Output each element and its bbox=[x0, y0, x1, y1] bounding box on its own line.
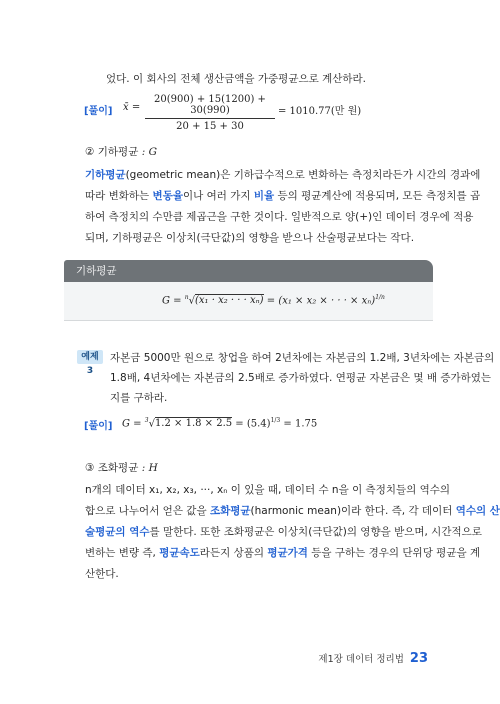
line-text: 따라 변화하는 bbox=[85, 190, 153, 202]
solution-label: [풀이] bbox=[84, 106, 113, 117]
example-solution-formula bbox=[122, 417, 317, 429]
paragraph-line bbox=[85, 167, 480, 182]
paragraph-line bbox=[85, 545, 480, 560]
heading-number: ③ bbox=[85, 462, 95, 474]
term-highlight: 평균가격 bbox=[267, 547, 308, 559]
example-line: 지를 구하라. bbox=[110, 392, 168, 404]
term-highlight: 평균속도 bbox=[159, 547, 200, 559]
formula-box bbox=[64, 282, 433, 321]
example-line: 자본금 5000만 원으로 창업을 하여 2년차에는 자본금의 1.2배, 3년차에는 자본금의 bbox=[110, 352, 495, 364]
paragraph-line: 되며, 기하평균은 이상치(극단값)의 영향을 받으나 산술평균보다는 작다. bbox=[85, 232, 415, 244]
line-text: (geometric mean)은 기하급수적으로 변화하는 측정치라든가 시간의 경과에 bbox=[125, 169, 481, 181]
heading-number: ② bbox=[85, 146, 95, 158]
term-highlight: 변동율 bbox=[152, 190, 183, 202]
line-text: 합으로 나누어서 얻은 값을 bbox=[85, 505, 210, 517]
line-text: 변하는 변량 즉, bbox=[85, 547, 160, 559]
root-index: n bbox=[184, 294, 189, 301]
heading-text: 기하평균 bbox=[97, 146, 139, 158]
term-highlight: 역수의 산 bbox=[455, 505, 500, 517]
section-heading bbox=[85, 144, 157, 159]
line-text: 를 말한다. 또한 조화평균은 이상치(극단값)의 영향을 받으며, 시간적으로 bbox=[149, 526, 482, 538]
page-footer bbox=[318, 651, 428, 666]
formula-power: = (5.4) bbox=[232, 418, 271, 430]
radical-sign: √ bbox=[188, 295, 195, 307]
example-badge: 예제 3 bbox=[77, 350, 103, 364]
radicand: (x₁ · x₂ · · · xₙ) bbox=[194, 295, 264, 307]
formula-lhs: G = bbox=[122, 418, 145, 430]
formula-exponent: 1/n bbox=[375, 294, 385, 301]
term-highlight: 조화평균 bbox=[209, 505, 251, 517]
formula-exponent: 1/3 bbox=[270, 417, 281, 424]
formula-lhs: G = bbox=[162, 295, 185, 307]
paragraph-line: 하여 측정치의 수만큼 제곱근을 구한 것이다. 일반적으로 양(+)인 데이터 경우에 적용 bbox=[85, 211, 474, 223]
text-line: 었다. 이 회사의 전체 생산금액을 가중평균으로 계산하라. bbox=[106, 73, 366, 85]
paragraph-line: n개의 데이터 x₁, x₂, x₃, ···, xₙ 이 있을 때, 데이터 수 n을 이 측정치들의 역수의 bbox=[85, 484, 451, 496]
example-line: 1.8배, 4년차에는 자본금의 2.5배로 증가하였다. 연평균 자본금은 몇 배 증가하였는 bbox=[110, 372, 492, 384]
radical-sign: √ bbox=[148, 418, 155, 430]
chapter-title: 제1장 데이터 정리법 bbox=[318, 654, 404, 665]
geometric-mean-formula bbox=[162, 294, 385, 306]
line-text: 이나 여러 가지 bbox=[182, 190, 254, 202]
formula-result: = 1.75 bbox=[280, 418, 318, 430]
heading-text: 조화평균 bbox=[97, 462, 139, 474]
heading-symbol: : G bbox=[141, 146, 157, 158]
weighted-mean-fraction bbox=[145, 94, 275, 132]
paragraph-line bbox=[85, 503, 500, 518]
paragraph-line bbox=[85, 188, 480, 203]
line-text: 등의 평균계산에 적용되며, 모든 측정치를 곱 bbox=[274, 190, 481, 202]
fraction-numerator: 20(900) + 15(1200) + 30(990) bbox=[145, 94, 275, 119]
mean-symbol: x̄ = bbox=[123, 102, 141, 113]
paragraph-line bbox=[85, 524, 482, 539]
line-text: (harmonic mean)이라 한다. 즉, 각 데이터 bbox=[250, 505, 456, 517]
section-heading bbox=[85, 460, 158, 475]
radicand: 1.2 × 1.8 × 2.5 bbox=[154, 418, 233, 430]
fraction-denominator: 20 + 15 + 30 bbox=[176, 121, 244, 132]
term-highlight: 술평균의 역수 bbox=[85, 526, 150, 538]
paragraph-line: 산한다. bbox=[85, 568, 119, 580]
solution-result: = 1010.77(만 원) bbox=[278, 106, 362, 117]
formula-product: = (x₁ × x₂ × · · · × xₙ) bbox=[263, 295, 376, 307]
term-highlight: 기하평균 bbox=[85, 169, 126, 181]
term-highlight: 비율 bbox=[253, 190, 275, 202]
line-text: 등을 구하는 경우의 단위당 평균을 계 bbox=[307, 547, 481, 559]
page-number: 23 bbox=[409, 651, 428, 666]
solution-label: [풀이] bbox=[84, 421, 113, 432]
root-index: 3 bbox=[144, 417, 149, 424]
formula-box-header: 기하평균 bbox=[64, 260, 433, 282]
heading-symbol: : H bbox=[141, 462, 158, 474]
line-text: 라든지 상품의 bbox=[199, 547, 268, 559]
